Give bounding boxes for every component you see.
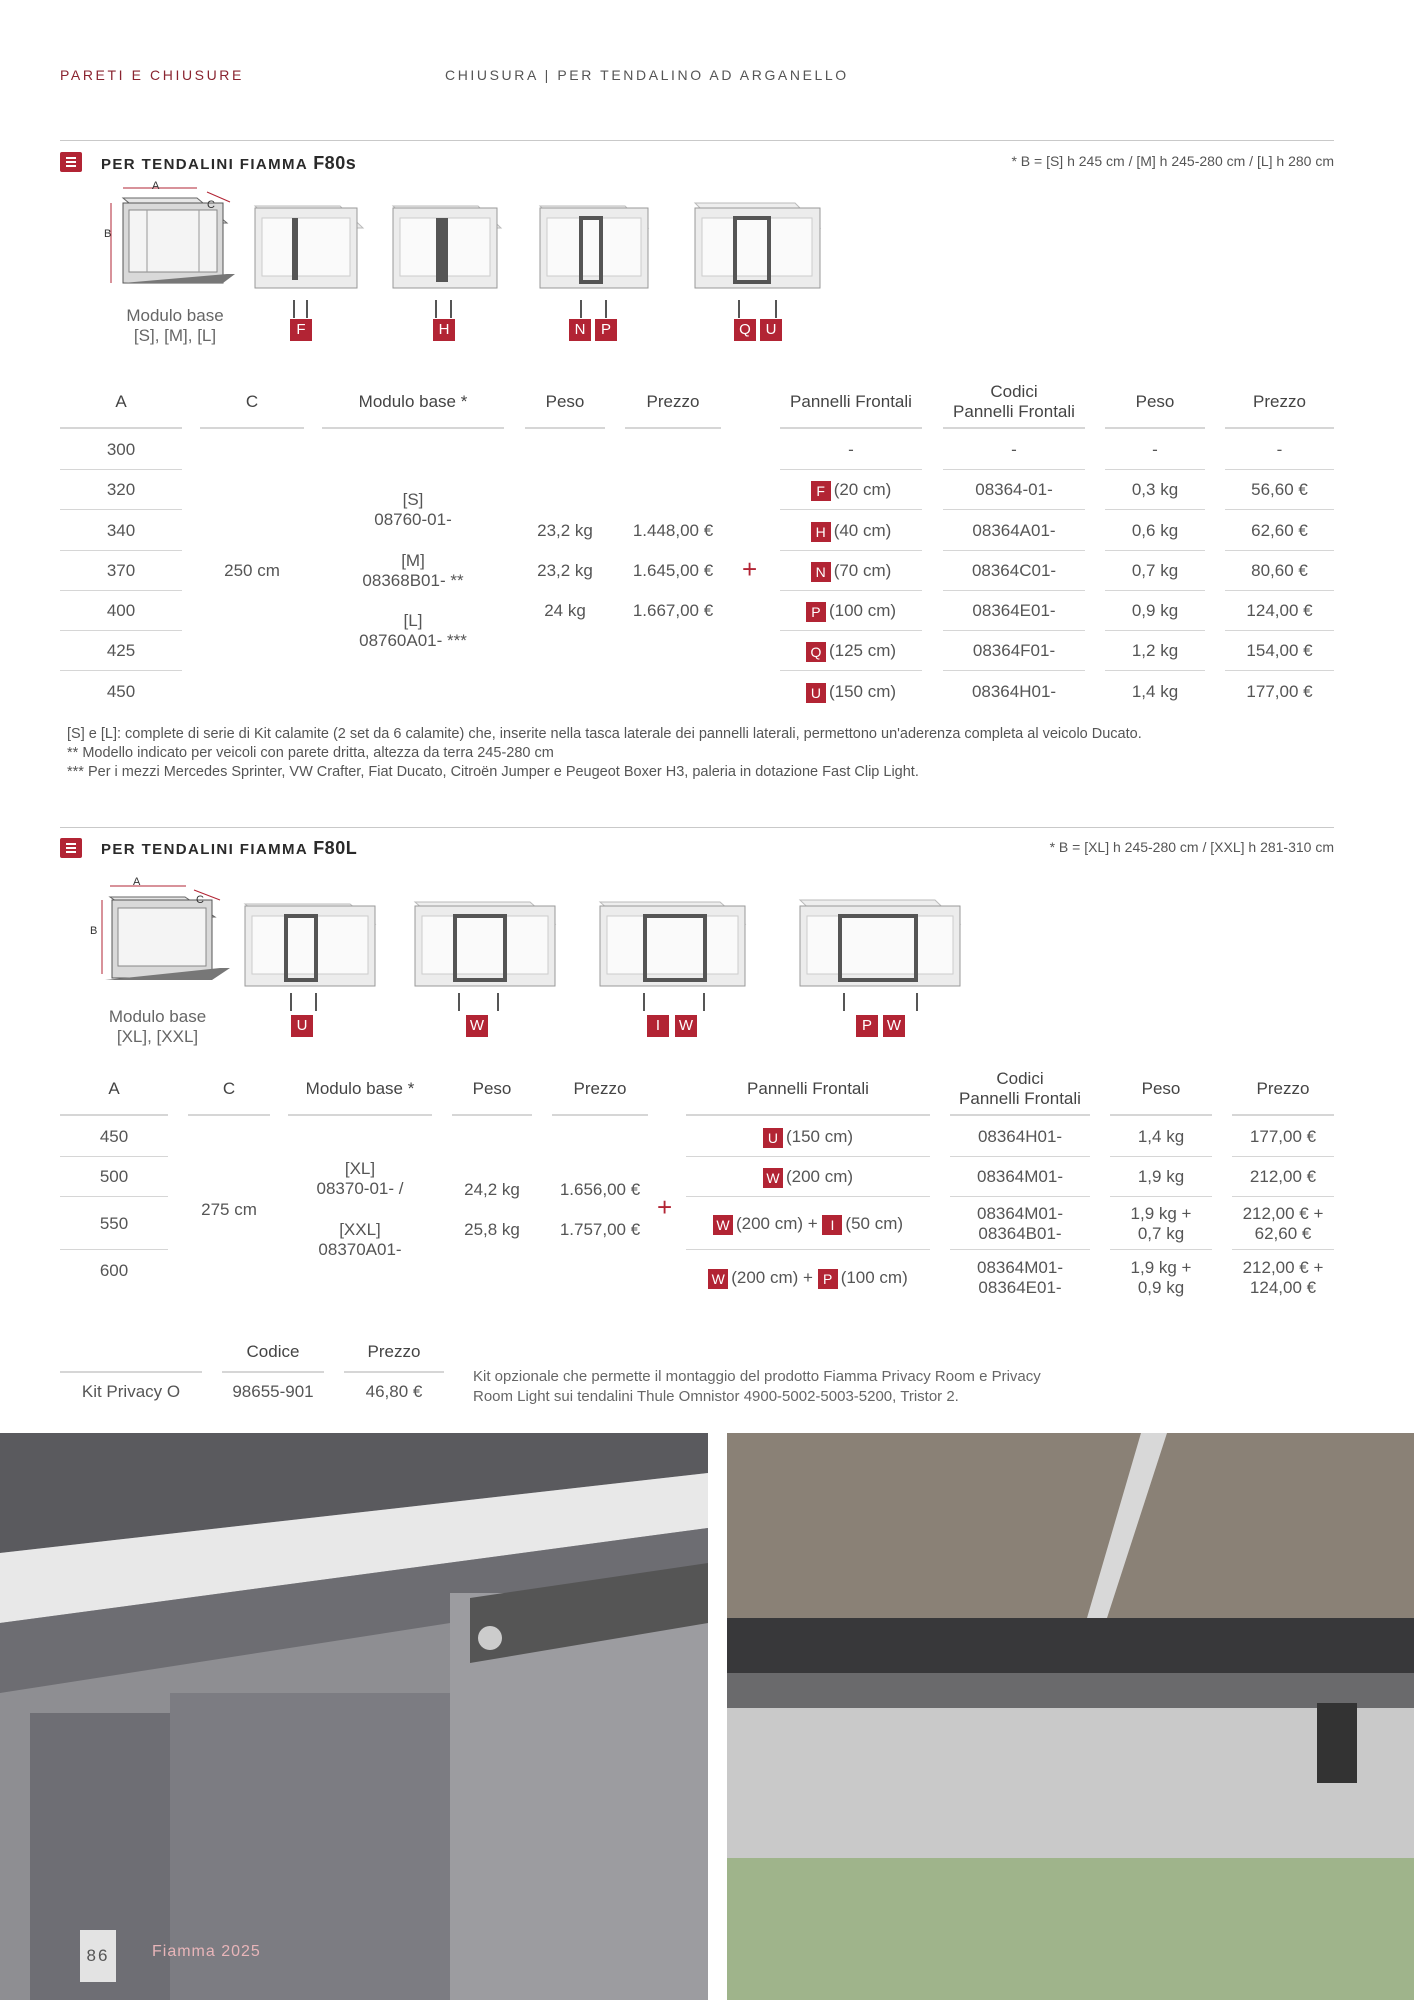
curtain-rail-photo [0,1433,708,2000]
panel-qu-illustration [695,203,820,288]
section-title-f80s: PER TENDALINI FIAMMA F80s [101,153,357,173]
panel-pw-illustration [800,900,960,986]
panel-h-illustration [393,206,501,288]
a-value: 450 [106,682,136,701]
col-prezzo2-header: Prezzo [1256,1079,1310,1098]
panel-code: 08364F01- [972,641,1056,660]
menu-icon [60,838,82,858]
panel-prezzo: 124,00 € [1246,601,1313,620]
module-base-illustration [102,886,230,980]
awning-modules-illustration [95,178,855,298]
badge-p: P [595,319,617,341]
panel-row-f: F (20 cm) [780,480,922,501]
height-note: * B = [S] h 245 cm / [M] h 245-280 cm / [L] h 280 cm [1011,153,1334,169]
badge-q: Q [734,319,756,341]
panel-row-w-i: W (200 cm) + I (50 cm) [686,1214,930,1235]
kit-name: Kit Privacy O [81,1382,181,1401]
panel-code: 08364-01- [975,480,1053,499]
panel-row-w-p: W (200 cm) + P (100 cm) [686,1268,930,1289]
col-c-header: C [222,1079,236,1098]
prezzo-value: 1.656,00 € [559,1180,641,1199]
badge-w: W [675,1015,697,1037]
prezzo-value: 1.667,00 € [632,601,714,620]
badge-w: W [883,1015,905,1037]
module-base-illustration [111,188,235,283]
section-header-left: PARETI E CHIUSURE [60,67,244,83]
panel-f-illustration [255,206,363,288]
panel-peso: 0,6 kg [1131,521,1179,540]
col-codici-header: Codici Pannelli Frontali [959,1069,1081,1108]
panel-code: 08364M01- [976,1167,1063,1186]
panel-row-h: H (40 cm) [780,521,922,542]
modulo-xxl-code: 08370A01- [318,1240,402,1259]
a-value: 300 [106,440,136,459]
panel-code: 08364M01- 08364E01- [976,1258,1063,1297]
peso-value: 24,2 kg [464,1180,520,1199]
panel-prezzo: 212,00 € [1249,1167,1317,1186]
col-peso-header: Peso [472,1079,512,1098]
peso-value: 23,2 kg [537,561,593,580]
prezzo-value: 1.757,00 € [559,1220,641,1239]
page-number: 86 [80,1930,116,1982]
panel-peso: 0,3 kg [1131,480,1179,499]
kit-description: Kit opzionale che permette il montaggio del prodotto Fiamma Privacy Room e Privacy Room Light sui tendalini Thule Omnistor 4900-5002-5003-5200, Tristor 2. [473,1368,1041,1405]
panel-prezzo: 177,00 € [1249,1127,1317,1146]
col-c-header: C [245,392,259,411]
col-codici-header: Codici Pannelli Frontali [953,382,1075,421]
section-title-f80l: PER TENDALINI FIAMMA F80L [101,838,358,858]
modulo-l-code: 08760A01- *** [359,631,467,650]
kit-codice-header: Codice [246,1342,300,1361]
badge-i: I [647,1015,669,1037]
section-header-right: CHIUSURA | PER TENDALINO AD ARGANELLO [445,67,849,83]
plus-sign: + [657,1192,673,1222]
badge-w: W [466,1015,488,1037]
modulo-xl-code: 08370-01- / [316,1179,404,1198]
a-value: 370 [106,561,136,580]
modulo-s-size: [S] [402,490,424,509]
kit-price: 46,80 € [365,1382,423,1401]
modulo-m-size: [M] [401,551,425,570]
panel-peso: 0,7 kg [1131,561,1179,580]
a-value: 320 [106,480,136,499]
panel-prezzo: - [1276,440,1283,459]
module-base-label: Modulo base [XL], [XXL] [108,1007,207,1046]
menu-icon [60,152,82,172]
peso-value: 25,8 kg [464,1220,520,1239]
panel-prezzo: 212,00 € + 62,60 € [1242,1204,1324,1243]
badge-f: F [290,319,312,341]
awning-modules-illustration [90,872,1010,1002]
prezzo-value: 1.448,00 € [632,521,714,540]
c-value: 250 cm [224,561,280,580]
panel-peso: 1,9 kg + 0,7 kg [1130,1204,1192,1243]
module-base-label: Modulo base [S], [M], [L] [126,306,224,345]
panel-peso: 0,9 kg [1131,601,1179,620]
panel-code: 08364H01- [971,682,1057,701]
panel-code: 08364M01- 08364B01- [976,1204,1063,1243]
kit-prezzo-header: Prezzo [367,1342,421,1361]
panel-row-p: P (100 cm) [780,601,922,622]
col-modulo-header: Modulo base * [358,392,468,411]
badge-n: N [569,319,591,341]
modulo-s-code: 08760-01- [374,510,452,529]
panel-row-u: U (150 cm) [780,682,922,703]
a-value: 550 [99,1214,129,1233]
col-peso2-header: Peso [1135,392,1175,411]
panel-row-q: Q (125 cm) [780,641,922,662]
panel-code: 08364C01- [971,561,1057,580]
panel-prezzo: 62,60 € [1251,521,1308,540]
peso-value: 23,2 kg [537,521,593,540]
panel-peso: 1,9 kg + 0,9 kg [1130,1258,1192,1297]
brand-logo-text: Fiamma 2025 [152,1943,261,1960]
col-a-header: A [108,1079,120,1098]
col-pannelli-header: Pannelli Frontali [747,1079,869,1098]
panel-iw-illustration [600,902,745,986]
panel-prezzo: 154,00 € [1246,641,1313,660]
badge-h: H [433,319,455,341]
panel-prezzo: 56,60 € [1251,480,1308,499]
col-pannelli-header: Pannelli Frontali [790,392,912,411]
col-peso-header: Peso [545,392,585,411]
c-value: 275 cm [201,1200,257,1219]
kit-code: 98655-901 [232,1382,314,1401]
plus-sign: + [742,554,758,584]
a-value: 400 [106,601,136,620]
dim-c-label: C [196,894,204,906]
divider [60,827,1334,828]
dim-b-label: B [90,925,98,937]
panel-np-illustration [540,206,648,288]
panel-prezzo: 177,00 € [1246,682,1313,701]
peso-value: 24 kg [544,601,586,620]
dim-a-label: A [152,180,160,192]
panel-prezzo: 80,60 € [1251,561,1308,580]
badge-u: U [760,319,782,341]
panel-code: - [1011,440,1017,459]
panel-peso: - [1152,440,1158,459]
dim-b-label: B [104,228,112,240]
a-value: 500 [99,1167,129,1186]
col-peso2-header: Peso [1141,1079,1181,1098]
modulo-l-size: [L] [403,611,423,630]
panel-u-illustration [245,904,375,986]
prezzo-value: 1.645,00 € [632,561,714,580]
panel-prezzo: 212,00 € + 124,00 € [1242,1258,1324,1297]
panel-code: 08364H01- [977,1127,1063,1146]
a-value: 425 [106,641,136,660]
panel-peso: 1,4 kg [1131,682,1179,701]
divider [60,140,1334,141]
height-note: * B = [XL] h 245-280 cm / [XXL] h 281-310 cm [1049,839,1334,855]
panel-row-n: N (70 cm) [780,561,922,582]
panel-peso: 1,2 kg [1131,641,1179,660]
dim-c-label: C [207,199,215,211]
modulo-m-code: 08368B01- ** [362,571,464,590]
panel-w-illustration [415,902,555,986]
panel-code: 08364A01- [972,521,1056,540]
panel-row-u: U (150 cm) [686,1127,930,1148]
col-a-header: A [115,392,127,411]
col-prezzo2-header: Prezzo [1253,392,1306,411]
awning-roller-photo [727,1433,1414,2000]
panel-row-w: W (200 cm) [686,1167,930,1188]
panel-peso: 1,4 kg [1137,1127,1185,1146]
col-modulo-header: Modulo base * [305,1079,415,1098]
badge-u: U [291,1015,313,1037]
modulo-xxl-size: [XXL] [339,1220,381,1239]
panel-row-0: - [848,440,854,459]
panel-code: 08364E01- [972,601,1056,620]
footnotes: [S] e [L]: complete di serie di Kit calamite (2 set da 6 calamite) che, inserite nella tasca laterale dei pannelli laterali, permettono un'aderenza completa al veicolo Ducato. ** Modello indicato per veicoli con parete dritta, altezza da terra 245-280 cm *** Per i mezzi Mercedes Sprinter, VW Crafter, Fiat Ducato, Citroën Jumper e Peugeot Boxer H3, paleria in dotazione Fast Clip Light. [67,726,1142,780]
a-value: 340 [106,521,136,540]
panel-peso: 1,9 kg [1137,1167,1185,1186]
a-value: 450 [99,1127,129,1146]
col-prezzo-header: Prezzo [646,392,700,411]
a-value: 600 [99,1261,129,1280]
col-prezzo-header: Prezzo [573,1079,627,1098]
modulo-xl-size: [XL] [344,1159,376,1178]
badge-p: P [856,1015,878,1037]
dim-a-label: A [133,876,141,888]
